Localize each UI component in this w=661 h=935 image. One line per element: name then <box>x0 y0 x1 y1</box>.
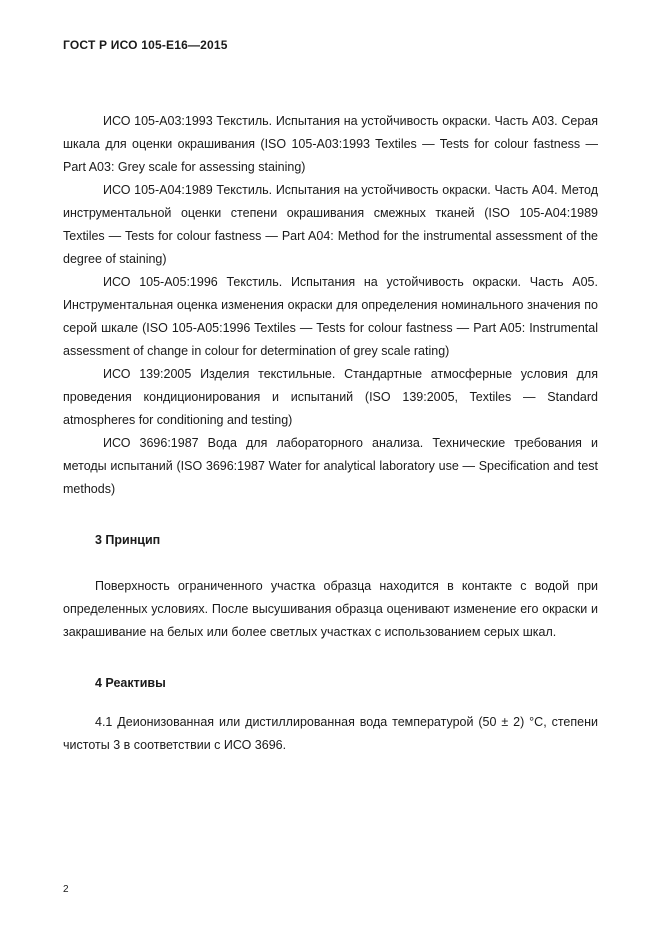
page-number: 2 <box>63 884 69 895</box>
reference-iso-105-a03: ИСО 105-А03:1993 Текстиль. Испытания на устойчивость окраски. Часть А03. Серая шкала для оценки окрашивания (ISO 105-A03:1993 Textiles — Tests for colour fastness — Part A03: Grey scale for assessing staining) <box>63 114 598 174</box>
document-body <box>63 110 598 757</box>
reference-iso-139: ИСО 139:2005 Изделия текстильные. Стандартные атмосферные условия для проведения кондиционирования и испытаний (ISO 139:2005, Textiles — Standard atmospheres for conditioning and testing) <box>63 367 598 427</box>
section-4-title: 4 Реактивы <box>95 676 166 690</box>
reference-iso-105-a05: ИСО 105-А05:1996 Текстиль. Испытания на устойчивость окраски. Часть А05. Инструментальная оценка изменения окраски для определения номинального значения по серой шкале (ISO 105-A05:1996 Textiles — Tests for colour fastness — Part A05: Instrumental assessment of change in colour for determination of grey scale rating) <box>63 275 598 358</box>
reference-iso-3696: ИСО 3696:1987 Вода для лабораторного анализа. Технические требования и методы испытаний (ISO 3696:1987 Water for analytical laboratory use — Specification and test methods) <box>63 436 598 496</box>
document-header: ГОСТ Р ИСО 105-Е16—2015 <box>63 38 228 52</box>
reference-iso-105-a04: ИСО 105-А04:1989 Текстиль. Испытания на устойчивость окраски. Часть А04. Метод инструментальной оценки степени окрашивания смежных тканей (ISO 105-A04:1989 Textiles — Tests for colour fastness — Part A04: Method for the instrumental assessment of the degree of staining) <box>63 183 598 266</box>
section-3-text: Поверхность ограниченного участка образца находится в контакте с водой при определенных условиях. После высушивания образца оценивают изменение его окраски и закрашивание на белых или более светлых участках с использованием серых шкал. <box>63 579 598 639</box>
section-4-text: 4.1 Деионизованная или дистиллированная вода температурой (50 ± 2) °С, степени чистоты 3 в соответствии с ИСО 3696. <box>63 715 598 752</box>
section-3-title: 3 Принцип <box>95 533 161 547</box>
